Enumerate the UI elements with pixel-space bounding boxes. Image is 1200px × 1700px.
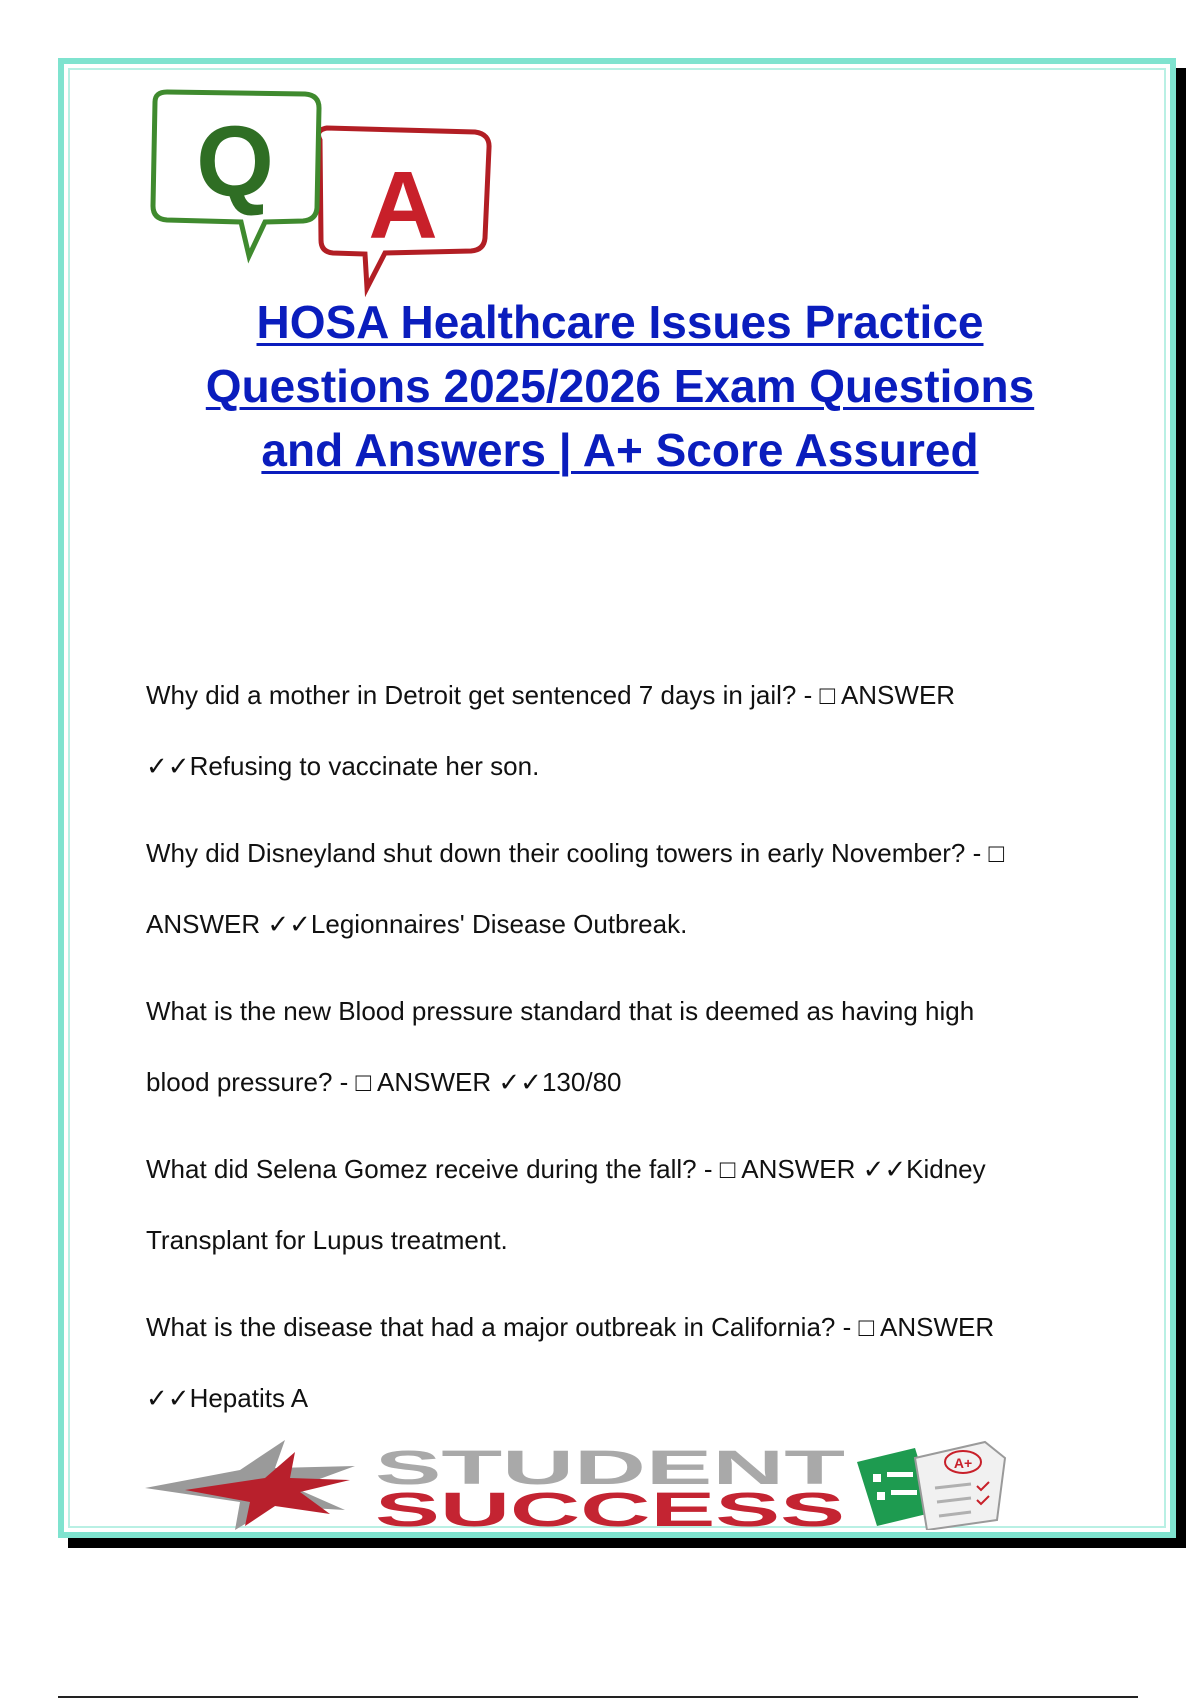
qa-logo xyxy=(145,88,505,298)
logo-word-student: STUDENT xyxy=(375,1442,845,1495)
qa-item xyxy=(146,1134,1106,1276)
qa-item xyxy=(146,660,1106,802)
qa-answer: ✓✓Hepatits A xyxy=(146,1383,309,1413)
student-success-logo xyxy=(145,1440,1090,1530)
page-bottom-rule xyxy=(58,1696,1138,1698)
qa-question: What is the new Blood pressure standard that is deemed as having high xyxy=(146,996,975,1026)
qa-list xyxy=(146,660,1106,1450)
grade-label: A+ xyxy=(953,1455,973,1471)
qa-item xyxy=(146,818,1106,960)
document-title[interactable] xyxy=(140,290,1100,482)
qa-item xyxy=(146,976,1106,1118)
answer-bubble-icon xyxy=(319,128,490,288)
qa-answer: blood pressure? - □ ANSWER ✓✓130/80 xyxy=(146,1067,622,1097)
qa-answer: Transplant for Lupus treatment. xyxy=(146,1225,508,1255)
qa-answer: ✓✓Refusing to vaccinate her son. xyxy=(146,751,540,781)
title-line-2: Questions 2025/2026 Exam Questions xyxy=(205,360,1035,412)
qa-item xyxy=(146,1292,1106,1434)
qa-question: What is the disease that had a major outbreak in California? - □ ANSWER xyxy=(146,1312,995,1342)
question-bubble-icon xyxy=(153,92,319,256)
title-line-1: HOSA Healthcare Issues Practice xyxy=(256,296,984,348)
qa-question: Why did a mother in Detroit get sentenced 7 days in jail? - □ ANSWER xyxy=(146,680,956,710)
qa-question: Why did Disneyland shut down their cooling towers in early November? - □ xyxy=(146,838,1005,868)
q-letter: Q xyxy=(196,106,274,218)
title-line-3: and Answers | A+ Score Assured xyxy=(261,424,979,476)
qa-answer: ANSWER ✓✓Legionnaires' Disease Outbreak. xyxy=(146,909,688,939)
star-swoosh-icon xyxy=(145,1440,355,1530)
logo-word-success: SUCCESS xyxy=(375,1484,845,1530)
graded-paper-icon xyxy=(915,1442,1005,1530)
a-letter: A xyxy=(368,152,438,259)
qa-question: What did Selena Gomez receive during the fall? - □ ANSWER ✓✓Kidney xyxy=(146,1154,986,1184)
